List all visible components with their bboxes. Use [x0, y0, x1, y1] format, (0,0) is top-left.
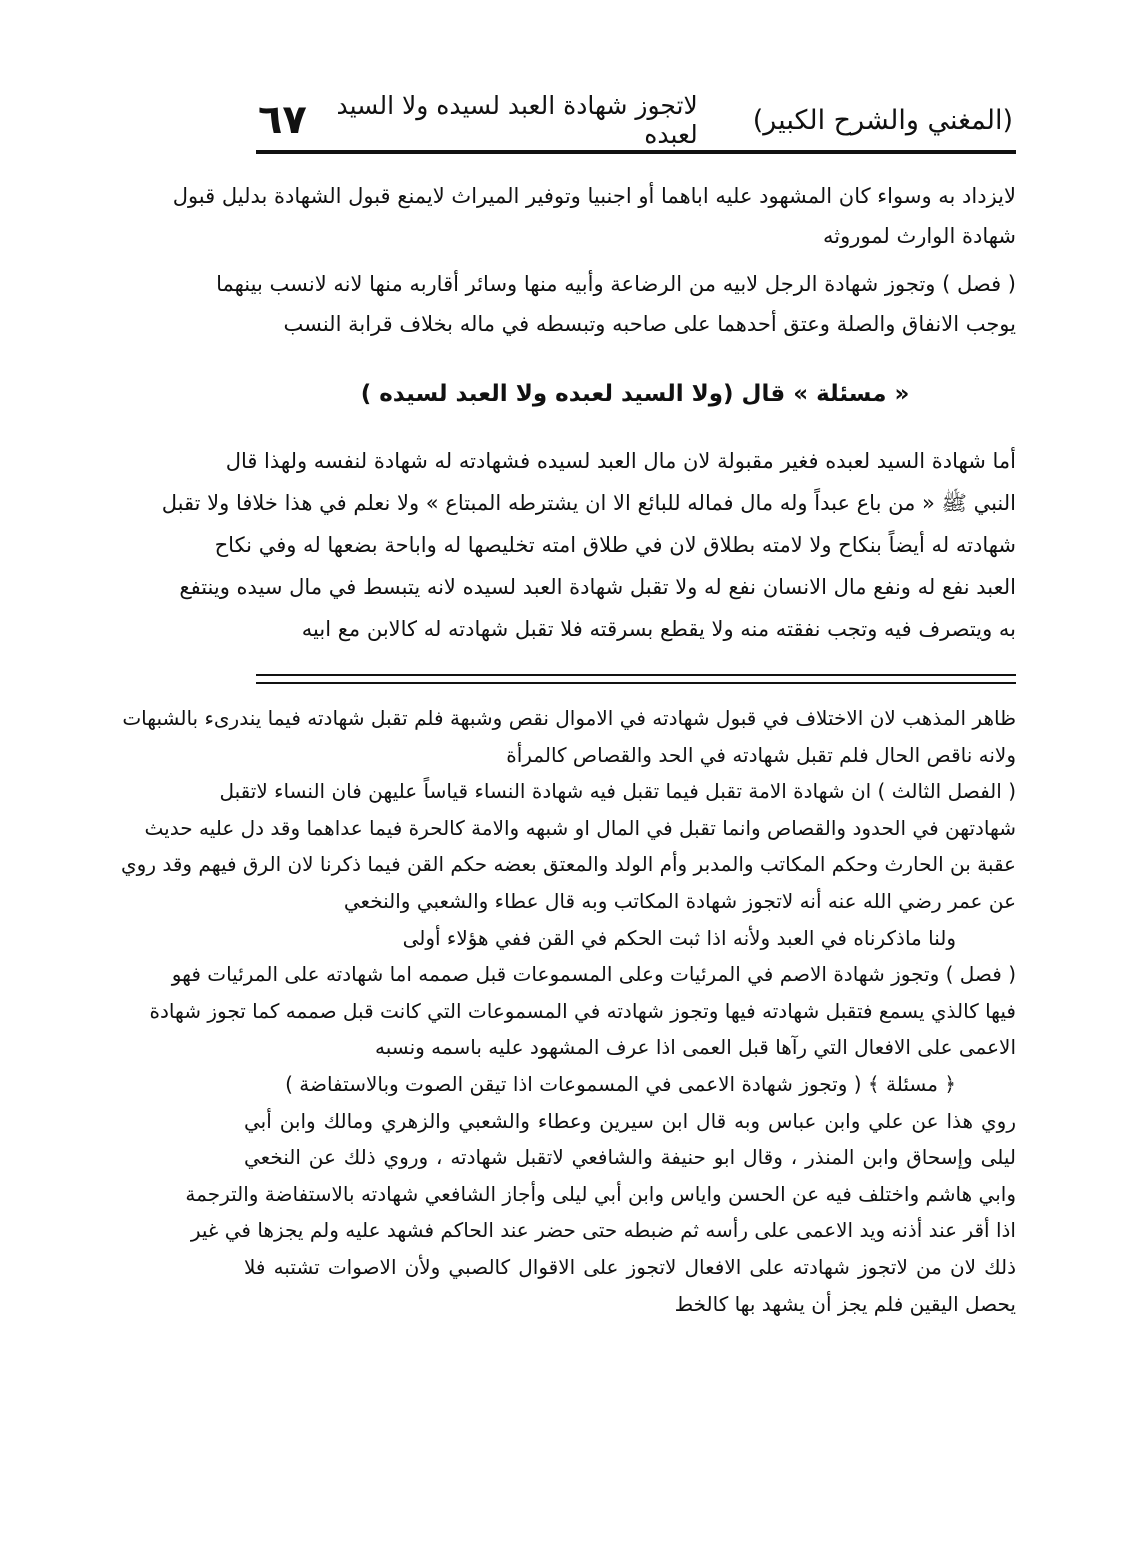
sharh-line: ظاهر المذهب لان الاختلاف في قبول شهادته في الاموال نقص وشبهة فلم تقبل شهادته فيما يندرىء بالشبهات — [122, 706, 1016, 730]
sharh-line: عن عمر رضي الله عنه أنه لاتجوز شهادة المكاتب وبه قال عطاء والشعبي والنخعي — [343, 888, 1016, 913]
sharh-line: عقبة بن الحارث وحكم المكاتب والمدبر وأم الولد والمعتق بعضه حكم القن فيما ذكرنا لان الرق فيهم وقد روي — [121, 852, 1016, 877]
sharh-line: اذا أقر عند أذنه ويد الاعمى على رأسه ثم ضبطه حتى حضر عند الحاكم فشهد عليه ولم يجزها في غير — [190, 1218, 1016, 1243]
sharh-line: ليلى وإسحاق وابن المنذر ، وقال ابو حنيفة والشافعي لاتقبل شهادته ، وروي ذلك عن النخعي — [244, 1145, 1016, 1170]
paragraph-line: شهادته له أيضاً بنكاح ولا لامته بطلاق لان في طلاق امته تخليصها له واباحة بضعها له وفي نكاح — [214, 533, 1016, 557]
sharh-line: فيها كالذي يسمع فتقبل شهادته فيها وتجوز شهادته في المسموعات التي كانت قبل صممه كما تجوز شهادة — [149, 998, 1016, 1023]
top-text — [172, 176, 1016, 344]
separator-rule-top — [256, 674, 1016, 676]
main-text — [161, 440, 1016, 650]
paragraph-line: النبي ﷺ « من باع عبداً وله مال فماله للبائع الا ان يشترطه المبتاع » ولا نعلم في هذا خلافا ولا تقبل — [161, 491, 1016, 515]
sharh-line: ولانه ناقص الحال فلم تقبل شهادته في الحد والقصاص كالمرأة — [506, 742, 1016, 767]
separator-rule-bottom — [256, 682, 1016, 684]
paragraph-line: به ويتصرف فيه وتجب نفقته منه ولا يقطع بسرقته فلا تقبل شهادته له كالابن مع ابيه — [301, 617, 1016, 641]
sharh-line: ولنا ماذكرناه في العبد ولأنه اذا ثبت الحكم في القن ففي هؤلاء أولى — [402, 925, 956, 950]
sharh-line: الاعمى على الافعال التي رآها قبل العمى اذا عرف المشهود عليه باسمه ونسبه — [375, 1035, 1016, 1060]
sharh-text — [121, 700, 1016, 1322]
paragraph-line: ( فصل ) وتجوز شهادة الرجل لابيه من الرضاعة وأبيه منها وسائر أقاربه منها لانه لانسب بينهما — [216, 272, 1016, 296]
paragraph-line: لايزداد به وسواء كان المشهود عليه اباهما أو اجنبيا وتوفير الميراث لايمنع قبول الشهادة بدليل قبول — [172, 184, 1016, 208]
masala-line: ﴿ مسئلة ﴾ ( وتجوز شهادة الاعمى في المسموعات اذا تيقن الصوت وبالاستفاضة ) — [285, 1071, 956, 1096]
masala-heading — [254, 372, 1016, 416]
book-title: (المغني والشرح الكبير) — [752, 104, 1013, 136]
page-number: ٦٧ — [258, 97, 307, 143]
sharh-line: ( الفصل الثالث ) ان شهادة الامة تقبل فيما تقبل فيه شهادة النساء قياساً عليهن فان النساء لاتقبل — [219, 779, 1016, 804]
paragraph-line: يوجب الانفاق والصلة وعتق أحدهما على صاحبه وتبسطه في ماله بخلاف قرابة النسب — [283, 312, 1016, 336]
masala-heading-text: « مسئلة » قال (ولا السيد لعبده ولا العبد لسيده ) — [360, 381, 910, 407]
paragraph-line: أما شهادة السيد لعبده فغير مقبولة لان مال العبد لسيده فشهادته له شهادة لنفسه ولهذا قال — [225, 449, 1016, 473]
sharh-line: روي هذا عن علي وابن عباس وبه قال ابن سيرين وعطاء والشعبي والزهري ومالك وابن أبي — [244, 1108, 1016, 1133]
chapter-title: لاتجوز شهادة العبد لسيده ولا السيد لعبده — [336, 91, 698, 149]
sharh-line: ذلك لان من لاتجوز شهادته على الافعال لاتجوز على الاقوال كالصبي ولأن الاصوات تشتبه فلا — [244, 1254, 1016, 1279]
paragraph-line: شهادة الوارث لموروثه — [823, 224, 1016, 248]
paragraph-line: العبد نفع له ونفع مال الانسان نفع له ولا تقبل شهادة العبد لسيده لانه يتبسط في مال سيده وينتفع — [179, 575, 1016, 599]
sharh-line: وابي هاشم واختلف فيه عن الحسن واياس وابن أبي ليلى وأجاز الشافعي شهادته بالاستفاضة والترجمة — [185, 1181, 1016, 1206]
sharh-line: يحصل اليقين فلم يجز أن يشهد بها كالخط — [674, 1291, 1016, 1316]
header-rule — [256, 150, 1016, 154]
page-header — [258, 92, 1013, 148]
sharh-line: شهادتهن في الحدود والقصاص وانما تقبل في المال او شبهه والامة كالحرة فيما عداهما وقد دل عليه حديث — [144, 815, 1016, 840]
sharh-line: ( فصل ) وتجوز شهادة الاصم في المرئيات وعلى المسموعات قبل صممه اما شهادته على المرئيات فهو — [171, 962, 1016, 987]
